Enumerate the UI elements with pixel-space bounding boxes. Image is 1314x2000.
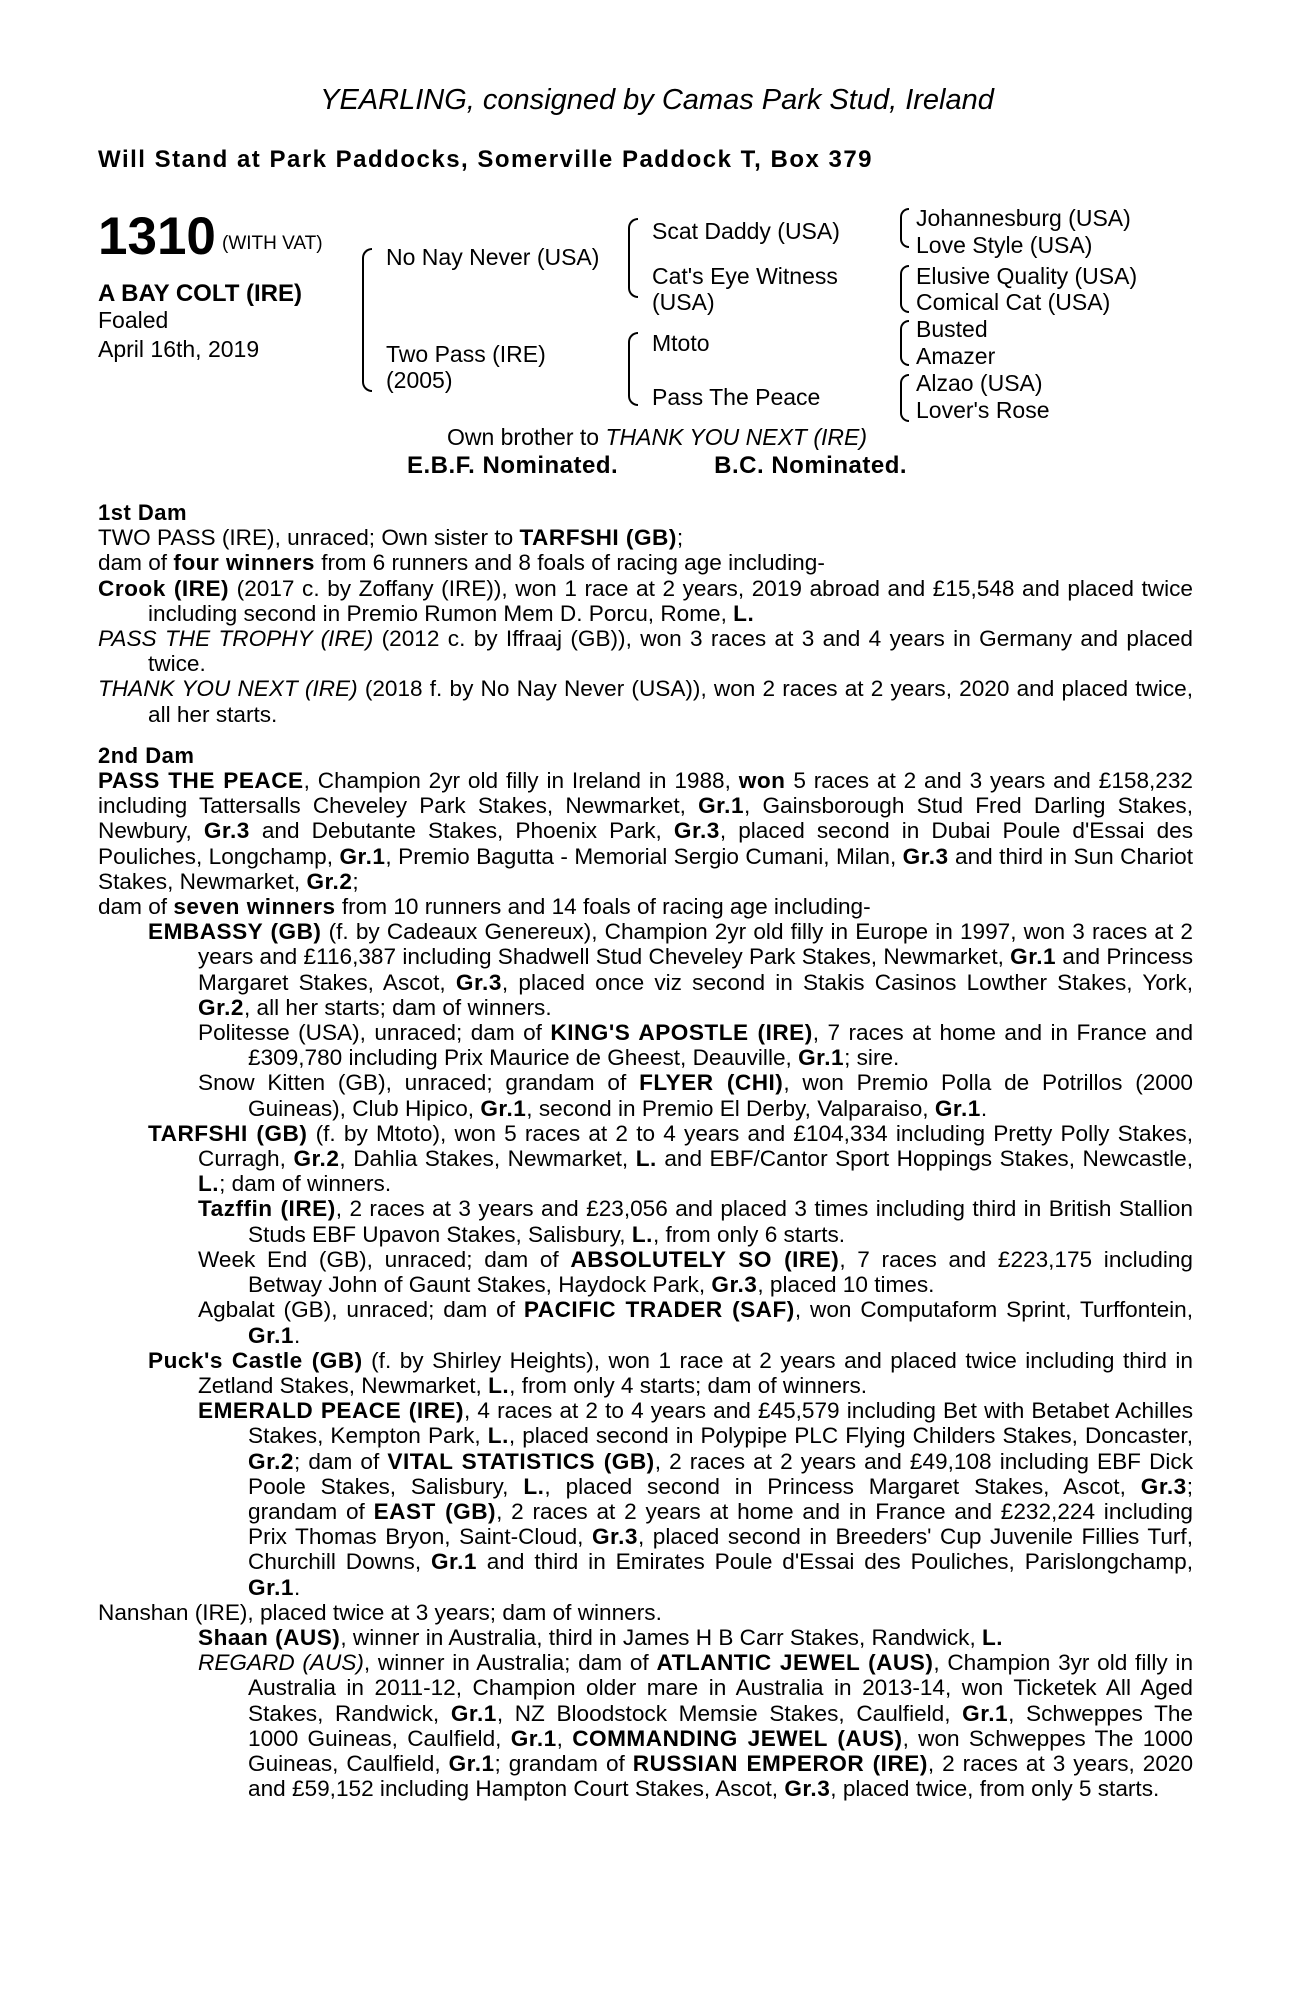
pedigree-brace xyxy=(628,332,638,406)
second-dam-paragraph: Agbalat (GB), unraced; dam of PACIFIC TRADER (SAF), won Computaform Sprint, Turffontein, Gr.1. xyxy=(198,1297,1193,1348)
second-dam-paragraph: EMBASSY (GB) (f. by Cadeaux Genereux), Champion 2yr old filly in Europe in 1997, won 3 races at 2 years and £116,387 including Shadwell Stud Cheveley Park Stakes, Newmarket, Gr.1 and Princess Margaret Stakes, Ascot, Gr.3, placed once viz second in Stakis Casinos Lowther Stakes, York, Gr.2, all her starts; dam of winners. xyxy=(148,919,1194,1020)
second-dam-body xyxy=(98,768,1193,1801)
own-brother-prefix: Own brother to xyxy=(446,424,606,450)
sire-name: No Nay Never (USA) xyxy=(386,244,600,270)
g3-name: Busted xyxy=(916,316,988,342)
first-dam-body xyxy=(98,525,1193,727)
ebf-nominated: E.B.F. Nominated. xyxy=(406,452,619,479)
g3-name: Alzao (USA) xyxy=(916,370,1043,396)
pedigree-brace xyxy=(900,265,909,313)
second-dam-paragraph: TARFSHI (GB) (f. by Mtoto), won 5 races at 2 to 4 years and £104,334 including Pretty Polly Stakes, Curragh, Gr.2, Dahlia Stakes, Newmarket, L. and EBF/Cantor Sport Hoppings Stakes, Newcastle, L.; dam of winners. xyxy=(148,1120,1193,1197)
own-brother-name: THANK YOU NEXT (IRE) xyxy=(605,424,868,450)
pedigree-brace xyxy=(900,374,909,422)
dam-dam-name: Pass The Peace xyxy=(652,384,821,410)
g3-name: Lover's Rose xyxy=(916,397,1050,423)
first-dam-paragraph: Crook (IRE) (2017 c. by Zoffany (IRE)), won 1 race at 2 years, 2019 abroad and £15,548 and placed twice including second in Premio Rumon Mem D. Porcu, Rome, L. xyxy=(98,575,1193,626)
second-dam-paragraph: Politesse (USA), unraced; dam of KING'S APOSTLE (IRE), 7 races at home and in France and £309,780 including Prix Maurice de Gheest, Deauville, Gr.1; sire. xyxy=(198,1020,1194,1071)
horse-name: A BAY COLT (IRE) xyxy=(98,280,303,307)
stand-location: Will Stand at Park Paddocks, Somerville Paddock T, Box 379 xyxy=(98,146,874,173)
own-brother-note xyxy=(0,424,1314,451)
second-dam-paragraph: REGARD (AUS), winner in Australia; dam of ATLANTIC JEWEL (AUS), Champion 3yr old filly in Australia in 2011-12, Champion older mare in Australia in 2013-14, won Ticketek All Aged Stakes, Randwick, Gr.1, NZ Bloodstock Memsie Stakes, Caulfield, Gr.1, Schweppes The 1000 Guineas, Caulfield, Gr.1, COMMANDING JEWEL (AUS), won Schweppes The 1000 Guineas, Caulfield, Gr.1; grandam of RUSSIAN EMPEROR (IRE), 2 races at 3 years, 2020 and £59,152 including Hampton Court Stakes, Ascot, Gr.3, placed twice, from only 5 starts. xyxy=(198,1650,1194,1802)
dam-year: (2005) xyxy=(386,367,453,393)
first-dam-paragraph: THANK YOU NEXT (IRE) (2018 f. by No Nay Never (USA)), won 2 races at 2 years, 2020 and placed twice, all her starts. xyxy=(98,676,1193,727)
second-dam-paragraph: Puck's Castle (GB) (f. by Shirley Heights), won 1 race at 2 years and placed twice including third in Zetland Stakes, Newmarket, L., from only 4 starts; dam of winners. xyxy=(148,1347,1193,1398)
second-dam-paragraph: dam of seven winners from 10 runners and 14 foals of racing age including- xyxy=(98,894,871,920)
dam-sections xyxy=(98,500,1193,1801)
vat-label: (WITH VAT) xyxy=(222,233,323,254)
nominations xyxy=(0,452,1314,480)
pedigree-brace xyxy=(628,218,638,298)
g3-name: Elusive Quality (USA) xyxy=(916,263,1138,289)
second-dam-heading: 2nd Dam xyxy=(98,742,195,768)
g3-name: Johannesburg (USA) xyxy=(916,205,1131,231)
first-dam-paragraph: PASS THE TROPHY (IRE) (2012 c. by Iffraaj (GB)), won 3 races at 3 and 4 years in Germany and placed twice. xyxy=(98,626,1194,677)
foaled-info xyxy=(98,306,259,364)
second-dam-paragraph: PASS THE PEACE, Champion 2yr old filly in Ireland in 1988, won 5 races at 2 and 3 years and £158,232 including Tattersalls Cheveley Park Stakes, Newmarket, Gr.1, Gainsborough Stud Fred Darling Stakes, Newbury, Gr.3 and Debutante Stakes, Phoenix Park, Gr.3, placed second in Dubai Poule d'Essai des Pouliches, Longchamp, Gr.1, Premio Bagutta - Memorial Sergio Cumani, Milan, Gr.3 and third in Sun Chariot Stakes, Newmarket, Gr.2; xyxy=(98,768,1193,894)
pedigree-brace xyxy=(900,208,909,248)
pedigree-brace xyxy=(362,248,372,392)
consignment-header: YEARLING, consigned by Camas Park Stud, Ireland xyxy=(320,84,994,116)
second-dam-paragraph: Shaan (AUS), winner in Australia, third in James H B Carr Stakes, Randwick, L. xyxy=(198,1624,1004,1650)
sire-dam-line2: (USA) xyxy=(652,289,715,315)
second-dam-paragraph: Nanshan (IRE), placed twice at 3 years; dam of winners. xyxy=(98,1599,662,1625)
bc-nominated: B.C. Nominated. xyxy=(714,452,908,479)
dam-name-line1: Two Pass (IRE) xyxy=(386,341,546,367)
sire-sire-name: Scat Daddy (USA) xyxy=(652,218,840,244)
foaled-label: Foaled xyxy=(98,307,169,333)
foaled-date: April 16th, 2019 xyxy=(98,336,260,362)
sire-dam-line1: Cat's Eye Witness xyxy=(652,263,838,289)
second-dam-paragraph: EMERALD PEACE (IRE), 4 races at 2 to 4 years and £45,579 including Bet with Betabet Achilles Stakes, Kempton Park, L., placed second in Polypipe PLC Flying Childers Stakes, Doncaster, Gr.2; dam of VITAL STATISTICS (GB), 2 races at 2 years and £49,108 including EBF Dick Poole Stakes, Salisbury, L., placed second in Princess Margaret Stakes, Ascot, Gr.3; grandam of EAST (GB), 2 races at 2 years at home and in France and £232,224 including Prix Thomas Bryon, Saint-Cloud, Gr.3, placed second in Breeders' Cup Juvenile Fillies Turf, Churchill Downs, Gr.1 and third in Emirates Poule d'Essai des Pouliches, Parislongchamp, Gr.1. xyxy=(198,1398,1193,1600)
second-dam-paragraph: Tazffin (IRE), 2 races at 3 years and £23,056 and placed 3 times including third in British Stallion Studs EBF Upavon Stakes, Salisbury, L., from only 6 starts. xyxy=(198,1196,1193,1247)
g3-name: Comical Cat (USA) xyxy=(916,289,1111,315)
first-dam-paragraph: TWO PASS (IRE), unraced; Own sister to TARFSHI (GB); dam of four winners from 6 runners and 8 foals of racing age including- xyxy=(98,525,825,576)
first-dam-heading: 1st Dam xyxy=(98,500,188,525)
second-dam-paragraph: Week End (GB), unraced; dam of ABSOLUTELY SO (IRE), 7 races and £223,175 including Betway John of Gaunt Stakes, Haydock Park, Gr.3, placed 10 times. xyxy=(198,1246,1193,1298)
second-dam-paragraph: Snow Kitten (GB), unraced; grandam of FLYER (CHI), won Premio Polla de Potrillos (2000 Guineas), Club Hipico, Gr.1, second in Premio El Derby, Valparaiso, Gr.1. xyxy=(198,1070,1193,1121)
dam-sire-name: Mtoto xyxy=(652,330,710,356)
g3-name: Amazer xyxy=(916,343,996,369)
lot-number: 1310 xyxy=(98,207,216,266)
dam-name xyxy=(386,341,546,393)
sire-dam-name xyxy=(652,263,838,315)
g3-name: Love Style (USA) xyxy=(916,232,1093,258)
pedigree-brace xyxy=(900,320,909,366)
